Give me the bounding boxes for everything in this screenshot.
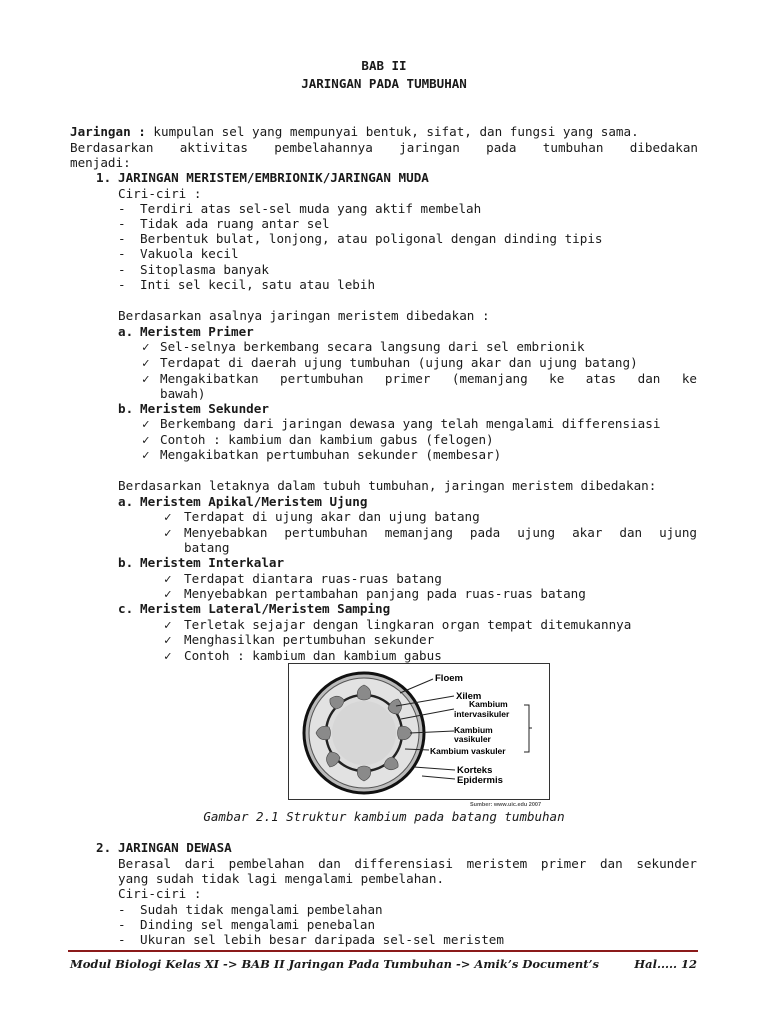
list-dash: -: [118, 231, 126, 246]
list-item: Terdapat di ujung akar dan ujung batang: [184, 509, 480, 524]
section2-desc-1: Berasal dari pembelahan dan differensiasi meristem primer dan sekunder: [118, 856, 697, 871]
check-icon: ✓: [164, 586, 172, 601]
list-item: Terdapat diantara ruas-ruas batang: [184, 571, 442, 586]
check-icon: ✓: [164, 648, 172, 663]
primer-label: a.: [118, 324, 134, 339]
definition-text: kumpulan sel yang mempunyai bentuk, sifat, dan fungsi yang sama.: [153, 124, 639, 139]
list-item: Tidak ada ruang antar sel: [140, 216, 330, 231]
label-kambium-vas-1: Kambium: [454, 725, 493, 735]
page-number: Hal..... 12: [634, 957, 697, 971]
pith: [332, 701, 396, 765]
section1-title: JARINGAN MERISTEM/EMBRIONIK/JARINGAN MUDA: [118, 170, 429, 185]
list-item: Contoh : kambium dan kambium gabus (felogen): [160, 432, 494, 447]
list-item: Menyebabkan pertambahan panjang pada ruas-ruas batang: [184, 586, 586, 601]
interkalar-title: Meristem Interkalar: [140, 555, 285, 570]
intro-definition: [70, 124, 639, 139]
check-icon: ✓: [142, 432, 150, 447]
list-item: Sitoplasma banyak: [140, 262, 269, 277]
list-dash: -: [118, 277, 126, 292]
list-item: Sel-selnya berkembang secara langsung dari sel embrionik: [160, 339, 585, 354]
check-icon: ✓: [142, 355, 150, 370]
letak-intro: Berdasarkan letaknya dalam tubuh tumbuhan, jaringan meristem dibedakan:: [118, 478, 657, 493]
check-icon: ✓: [164, 571, 172, 586]
check-icon: ✓: [164, 525, 172, 540]
list-item: Dinding sel mengalami penebalan: [140, 917, 376, 932]
footer-left: Modul Biologi Kelas XI -> BAB II Jaringan Pada Tumbuhan -> Amik’s Document’s: [70, 957, 599, 971]
term-label: Jaringan :: [70, 124, 146, 139]
apikal-title: Meristem Apikal/Meristem Ujung: [140, 494, 368, 509]
list-item: Berbentuk bulat, lonjong, atau poligonal dengan dinding tipis: [140, 231, 603, 246]
label-kambium-vaskuler: Kambium vaskuler: [430, 746, 506, 756]
list-item: Mengakibatkan pertumbuhan primer (memanjang ke atas dan ke: [160, 371, 697, 386]
check-icon: ✓: [142, 416, 150, 431]
label-xilem: Xilem: [456, 691, 482, 702]
apikal-label: a.: [118, 494, 134, 509]
intro-line-3: menjadi:: [70, 155, 131, 170]
section1-number: 1.: [96, 170, 112, 185]
list-dash: -: [118, 917, 126, 932]
list-item: Vakuola kecil: [140, 246, 239, 261]
lateral-title: Meristem Lateral/Meristem Samping: [140, 601, 391, 616]
label-epidermis: Epidermis: [457, 775, 503, 786]
list-dash: -: [118, 216, 126, 231]
footer-rule: [68, 950, 698, 952]
list-item-cont: bawah): [160, 386, 206, 401]
sekunder-label: b.: [118, 401, 134, 416]
lateral-label: c.: [118, 601, 134, 616]
label-kambium-vas-2: vasikuler: [454, 734, 491, 744]
page-title: JARINGAN PADA TUMBUHAN: [301, 76, 467, 91]
section2-ciri-label: Ciri-ciri :: [118, 886, 202, 901]
check-icon: ✓: [164, 509, 172, 524]
asal-intro: Berdasarkan asalnya jaringan meristem dibedakan :: [118, 308, 490, 323]
list-dash: -: [118, 262, 126, 277]
list-item: Inti sel kecil, satu atau lebih: [140, 277, 376, 292]
list-item: Terletak sejajar dengan lingkaran organ tempat ditemukannya: [184, 617, 632, 632]
check-icon: ✓: [164, 632, 172, 647]
check-icon: ✓: [164, 617, 172, 632]
section2-desc-2: yang sudah tidak lagi mengalami pembelahan.: [118, 871, 445, 886]
list-item-cont: batang: [184, 540, 230, 555]
intro-line-2: Berdasarkan aktivitas pembelahannya jaringan pada tumbuhan dibedakan: [70, 140, 698, 155]
list-dash: -: [118, 932, 126, 947]
figure-caption: Gambar 2.1 Struktur kambium pada batang tumbuhan: [203, 809, 565, 824]
section2-number: 2.: [96, 840, 112, 855]
list-item: Menghasilkan pertumbuhan sekunder: [184, 632, 435, 647]
list-item: Sudah tidak mengalami pembelahan: [140, 902, 383, 917]
list-item: Mengakibatkan pertumbuhan sekunder (membesar): [160, 447, 502, 462]
list-item: Berkembang dari jaringan dewasa yang telah mengalami differensiasi: [160, 416, 661, 431]
list-item: Terdapat di daerah ujung tumbuhan (ujung akar dan ujung batang): [160, 355, 638, 370]
label-kambium-inter-2: intervasikuler: [454, 709, 510, 719]
figure-source: Sumber: www.uic.edu 2007: [470, 802, 542, 808]
list-item: Menyebabkan pertumbuhan memanjang pada ujung akar dan ujung: [184, 525, 697, 540]
list-dash: -: [118, 246, 126, 261]
list-item: Terdiri atas sel-sel muda yang aktif membelah: [140, 201, 482, 216]
list-dash: -: [118, 902, 126, 917]
label-kambium-inter-1: Kambium: [469, 699, 508, 709]
check-icon: ✓: [142, 371, 150, 386]
stem-cross-section-figure: [288, 663, 550, 809]
section2-title: JARINGAN DEWASA: [118, 840, 232, 855]
primer-title: Meristem Primer: [140, 324, 254, 339]
chapter-label: BAB II: [361, 58, 407, 73]
list-item: Contoh : kambium dan kambium gabus: [184, 648, 442, 663]
label-floem: Floem: [435, 673, 463, 684]
sekunder-title: Meristem Sekunder: [140, 401, 269, 416]
section1-ciri-label: Ciri-ciri :: [118, 186, 202, 201]
check-icon: ✓: [142, 447, 150, 462]
label-korteks: Korteks: [457, 765, 493, 776]
interkalar-label: b.: [118, 555, 134, 570]
list-dash: -: [118, 201, 126, 216]
check-icon: ✓: [142, 339, 150, 354]
list-item: Ukuran sel lebih besar daripada sel-sel meristem: [140, 932, 504, 947]
